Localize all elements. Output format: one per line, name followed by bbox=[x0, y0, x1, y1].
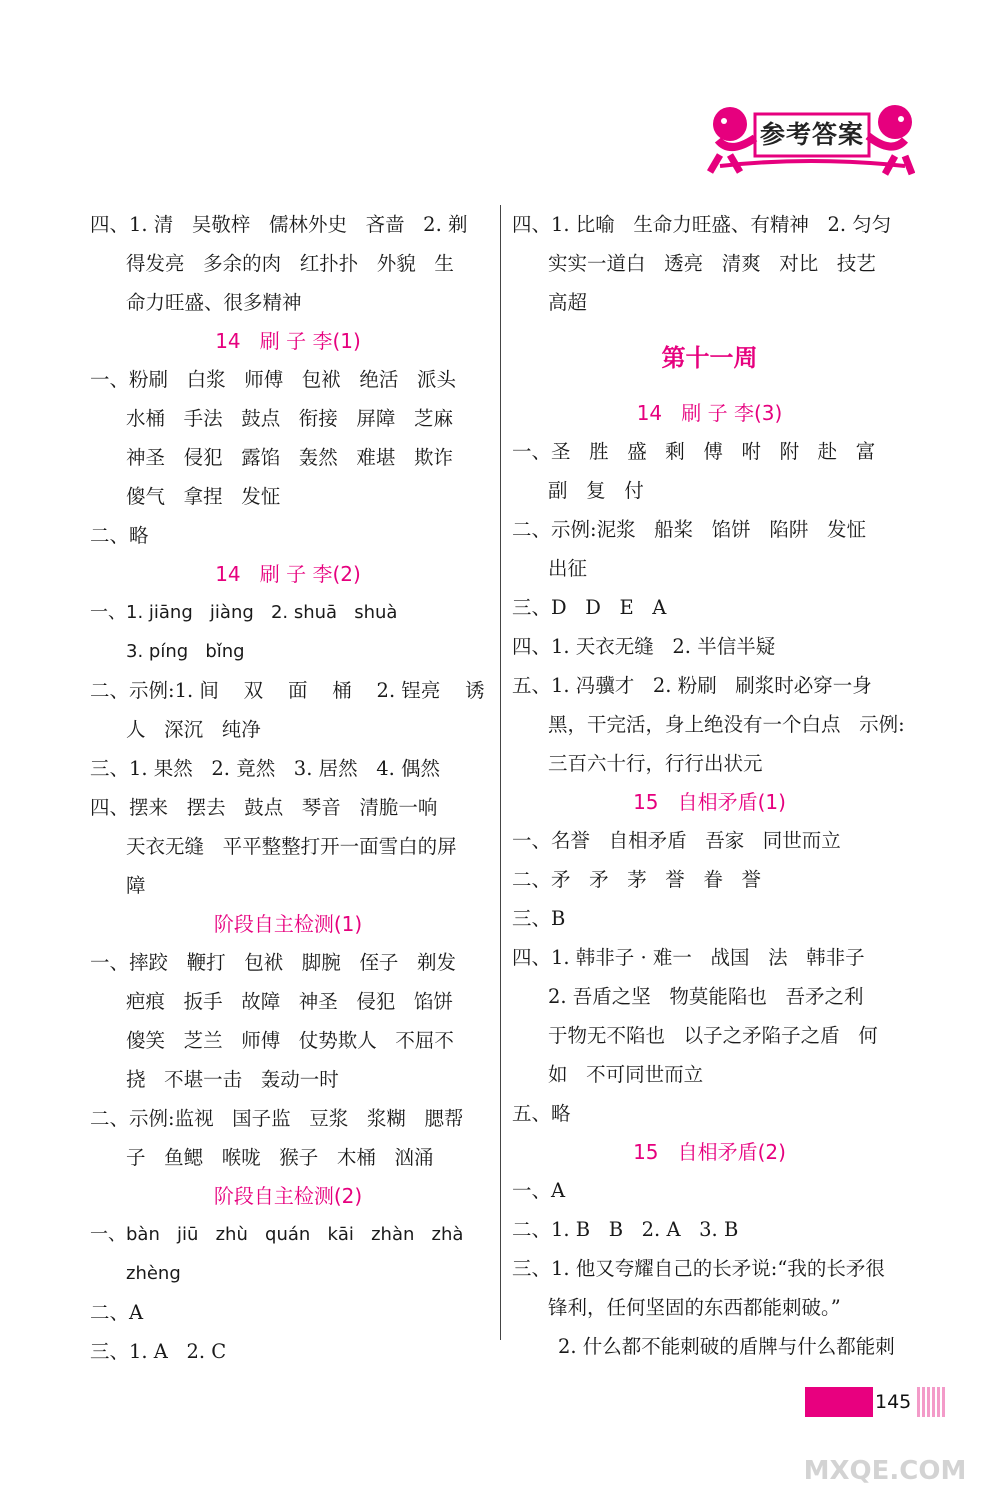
left-answer-column bbox=[90, 205, 486, 1371]
answer-line: 高超 bbox=[548, 291, 588, 314]
answer-line: 傻笑 芝兰 师傅 仗势欺人 不屈不 bbox=[126, 1029, 454, 1052]
answer-line: zhèng bbox=[126, 1263, 181, 1284]
page-number: 145 bbox=[875, 1391, 912, 1413]
answer-line: 二、示例:监视 国子监 豆浆 浆糊 腮帮 bbox=[90, 1107, 464, 1130]
answer-line: 锋利，任何坚固的东西都能刺破。” bbox=[548, 1296, 841, 1319]
page-number-tab bbox=[805, 1387, 947, 1417]
answer-line: 四、1. 比喻 生命力旺盛、有精神 2. 匀匀 bbox=[512, 213, 892, 236]
answer-line: 一、圣 胜 盛 剩 傅 咐 附 赴 富 bbox=[512, 440, 876, 463]
answer-line: 二、示例:泥浆 船桨 馅饼 陷阱 发怔 bbox=[512, 518, 866, 541]
answer-line: 如 不可同世而立 bbox=[548, 1063, 704, 1086]
answer-line: 2. 吾盾之坚 物莫能陷也 吾矛之利 bbox=[548, 985, 864, 1008]
answer-line: 一、摔跤 鞭打 包袱 脚腕 侄子 剃发 bbox=[90, 951, 456, 974]
answer-line: 一、名誉 自相矛盾 吾家 同世而立 bbox=[512, 829, 841, 852]
answer-line: 疤痕 扳手 故障 神圣 侵犯 馅饼 bbox=[126, 990, 453, 1013]
answer-line: 二、示例:1. 间 双 面 桶 2. 锃亮 诱 bbox=[90, 679, 485, 702]
section-heading: 14 刷 子 李(3) bbox=[636, 401, 783, 425]
section-heading: 14 刷 子 李(2) bbox=[215, 562, 361, 586]
week-heading: 第十一周 bbox=[661, 344, 758, 372]
answer-line: 四、摆来 摆去 鼓点 琴音 清脆一响 bbox=[90, 796, 438, 819]
answer-line: 黑，干完活，身上绝没有一个白点 示例: bbox=[548, 713, 905, 736]
answer-line: 得发亮 多余的肉 红扑扑 外貌 生 bbox=[126, 252, 454, 275]
page-tab-stripes bbox=[917, 1387, 947, 1417]
right-answer-column bbox=[512, 205, 907, 1366]
answer-line: 副 复 付 bbox=[548, 479, 644, 502]
answer-line: 挠 不堪一击 轰动一时 bbox=[126, 1068, 339, 1091]
column-divider bbox=[500, 205, 501, 1340]
answer-line: 五、1. 冯骥才 2. 粉刷 刷浆时必穿一身 bbox=[512, 674, 872, 697]
answer-line: 一、A bbox=[512, 1179, 566, 1202]
section-heading: 阶段自主检测(1) bbox=[213, 912, 363, 936]
answer-line: 一、bàn jiū zhù quán kāi zhàn zhà bbox=[90, 1224, 464, 1245]
answer-line: 三百六十行，行行出状元 bbox=[548, 752, 763, 775]
answer-line: 3. píng bǐng bbox=[126, 641, 245, 662]
answer-line: 五、略 bbox=[512, 1102, 571, 1125]
answer-line: 四、1. 清 吴敬梓 儒林外史 吝啬 2. 剃 bbox=[90, 213, 468, 236]
answer-line: 命力旺盛、很多精神 bbox=[126, 291, 302, 314]
answer-line: 出征 bbox=[548, 557, 588, 580]
site-watermark bbox=[775, 1418, 995, 1493]
page-tab-accent bbox=[805, 1387, 873, 1417]
answer-line: 二、矛 矛 茅 誉 眷 誉 bbox=[512, 868, 761, 891]
answer-line: 神圣 侵犯 露馅 轰然 难堪 欺诈 bbox=[126, 446, 453, 469]
answer-line: 三、1. 果然 2. 竟然 3. 居然 4. 偶然 bbox=[90, 757, 441, 780]
answer-line: 水桶 手法 鼓点 衔接 屏障 芝麻 bbox=[126, 407, 453, 430]
answer-line: 四、1. 韩非子 · 难一 战国 法 韩非子 bbox=[512, 946, 865, 969]
answer-key-title: 参考答案 bbox=[759, 120, 864, 149]
answer-line: 于物无不陷也 以子之矛陷子之盾 何 bbox=[548, 1024, 878, 1047]
section-heading: 15 自相矛盾(2) bbox=[633, 1140, 786, 1164]
answer-line: 障 bbox=[126, 874, 146, 897]
answer-line: 实实一道白 透亮 清爽 对比 技艺 bbox=[548, 252, 876, 275]
section-heading: 15 自相矛盾(1) bbox=[633, 790, 786, 814]
answer-line: 三、D D E A bbox=[512, 596, 667, 619]
answer-line: 三、1. A 2. C bbox=[90, 1340, 227, 1363]
answer-line: 四、1. 天衣无缝 2. 半信半疑 bbox=[512, 635, 776, 658]
answer-line: 傻气 拿捏 发怔 bbox=[126, 485, 281, 508]
section-heading: 阶段自主检测(2) bbox=[213, 1184, 363, 1208]
watermark-text: MXQE.COM bbox=[803, 1456, 967, 1486]
answer-line: 二、A bbox=[90, 1301, 144, 1324]
answer-line: 二、1. B B 2. A 3. B bbox=[512, 1218, 739, 1241]
answer-line: 子 鱼鳃 喉咙 猴子 木桶 汹涌 bbox=[126, 1146, 434, 1169]
answer-line: 天衣无缝 平平整整打开一面雪白的屏 bbox=[126, 835, 457, 858]
section-heading: 14 刷 子 李(1) bbox=[215, 329, 361, 353]
answer-line: 三、B bbox=[512, 907, 566, 930]
answer-key-banner bbox=[700, 100, 915, 180]
answer-line: 三、1. 他又夸耀自己的长矛说:“我的长矛很 bbox=[512, 1257, 885, 1280]
answer-line: 人 深沉 纯净 bbox=[126, 718, 261, 741]
answer-line: 一、粉刷 白浆 师傅 包袱 绝活 派头 bbox=[90, 368, 456, 391]
answer-line: 2. 什么都不能刺破的盾牌与什么都能刺 bbox=[558, 1335, 895, 1358]
answer-line: 一、1. jiāng jiàng 2. shuā shuà bbox=[90, 602, 398, 623]
answer-line: 二、略 bbox=[90, 524, 149, 547]
